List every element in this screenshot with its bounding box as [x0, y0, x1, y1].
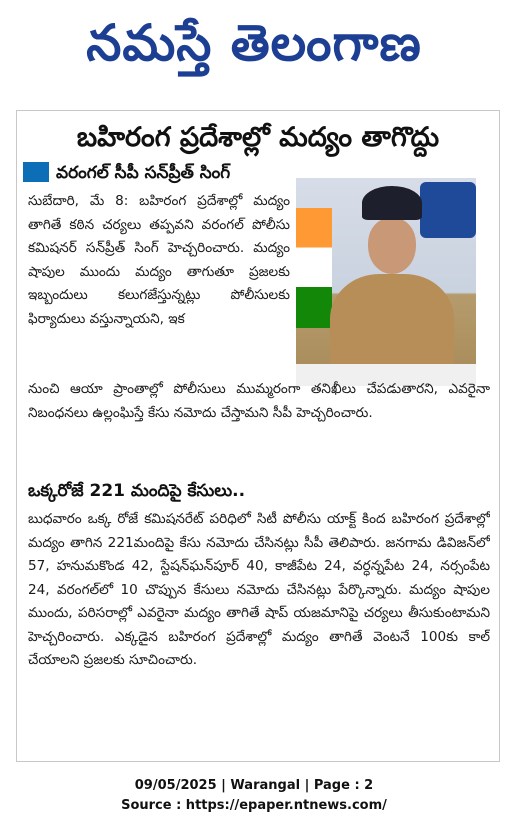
police-logo-backdrop	[420, 182, 476, 238]
article-paragraph-1-bottom: నుంచి ఆయా ప్రాంతాల్లో పోలీసులు ముమ్మరంగా తనిఖీలు చేపడుతారని, ఎవరైనా నిబంధనలు ఉల్లంఘిస్తే కేసు నమోదు చేస్తామని సీపీ హెచ్చరించారు.	[28, 381, 490, 421]
newspaper-masthead: నమస్తే తెలంగాణ	[86, 14, 422, 72]
byline-marker	[23, 162, 49, 182]
article-paragraph-2: బుధవారం ఒక్క రోజే కమిషనరేట్ పరిధిలో సిటీ పోలీసు యాక్ట్ కింద బహిరంగ ప్రదేశాల్లో మద్యం తాగిన 221మందిపై కేసు నమోదు చేసినట్లు సీపీ తెలిపారు. జనగామ డివిజన్‌లో 57, హనుమకొండ 42, స్టేషన్‌ఘన్‌పూర్ 40, కాజీపేట 24, వర్ధన్నపేట 24, నర్సంపేట 24, వరంగల్‌లో 10 చొప్పున కేసులు నమోదు చేసినట్లు పేర్కొన్నారు. మద్యం షాపుల ముందు, పరిసరాల్లో ఎవరైనా మద్యం తాగితే షాప్ యజమానిపై చర్యలు తీసుకుంటామని హెచ్చరించారు. ఎక్కడైన బహిరంగ ప్రదేశాల్లో మద్యం తాగితే వెంటనే 100కు కాల్ చేయాలని ప్రజలకు సూచించారు.	[28, 511, 490, 668]
cap-shape	[362, 186, 422, 220]
footer-source-link[interactable]: Source : https://epaper.ntnews.com/	[121, 798, 387, 813]
flag-graphic	[296, 208, 332, 328]
face-shape	[368, 218, 416, 274]
article-subheading: ఒక్కరోజే 221 మందిపై కేసులు..	[28, 481, 246, 501]
footer-date-edition: 09/05/2025 | Warangal | Page : 2	[134, 778, 374, 793]
article-byline: వరంగల్ సీపీ సన్‌ప్రీత్ సింగ్	[56, 163, 231, 183]
police-commissioner-photo	[296, 178, 476, 386]
article-paragraph-1-top: సుబేదారి, మే 8: బహిరంగ ప్రదేశాల్లో మద్యం తాగితే కఠిన చర్యలు తప్పవని వరంగల్ పోలీసు కమిషనర్ సన్‌ప్రీత్ సింగ్ హెచ్చరించారు. మద్యం షాపుల ముందు మద్యం తాగుతూ ప్రజలకు ఇబ్బందులు కలుగజేస్తున్నట్లు పోలీసులకు ఫిర్యాదులు వస్తున్నాయని, ఇక	[28, 193, 290, 327]
article-headline: బహిరంగ ప్రదేశాల్లో మద్యం తాగొద్దు	[76, 122, 440, 153]
